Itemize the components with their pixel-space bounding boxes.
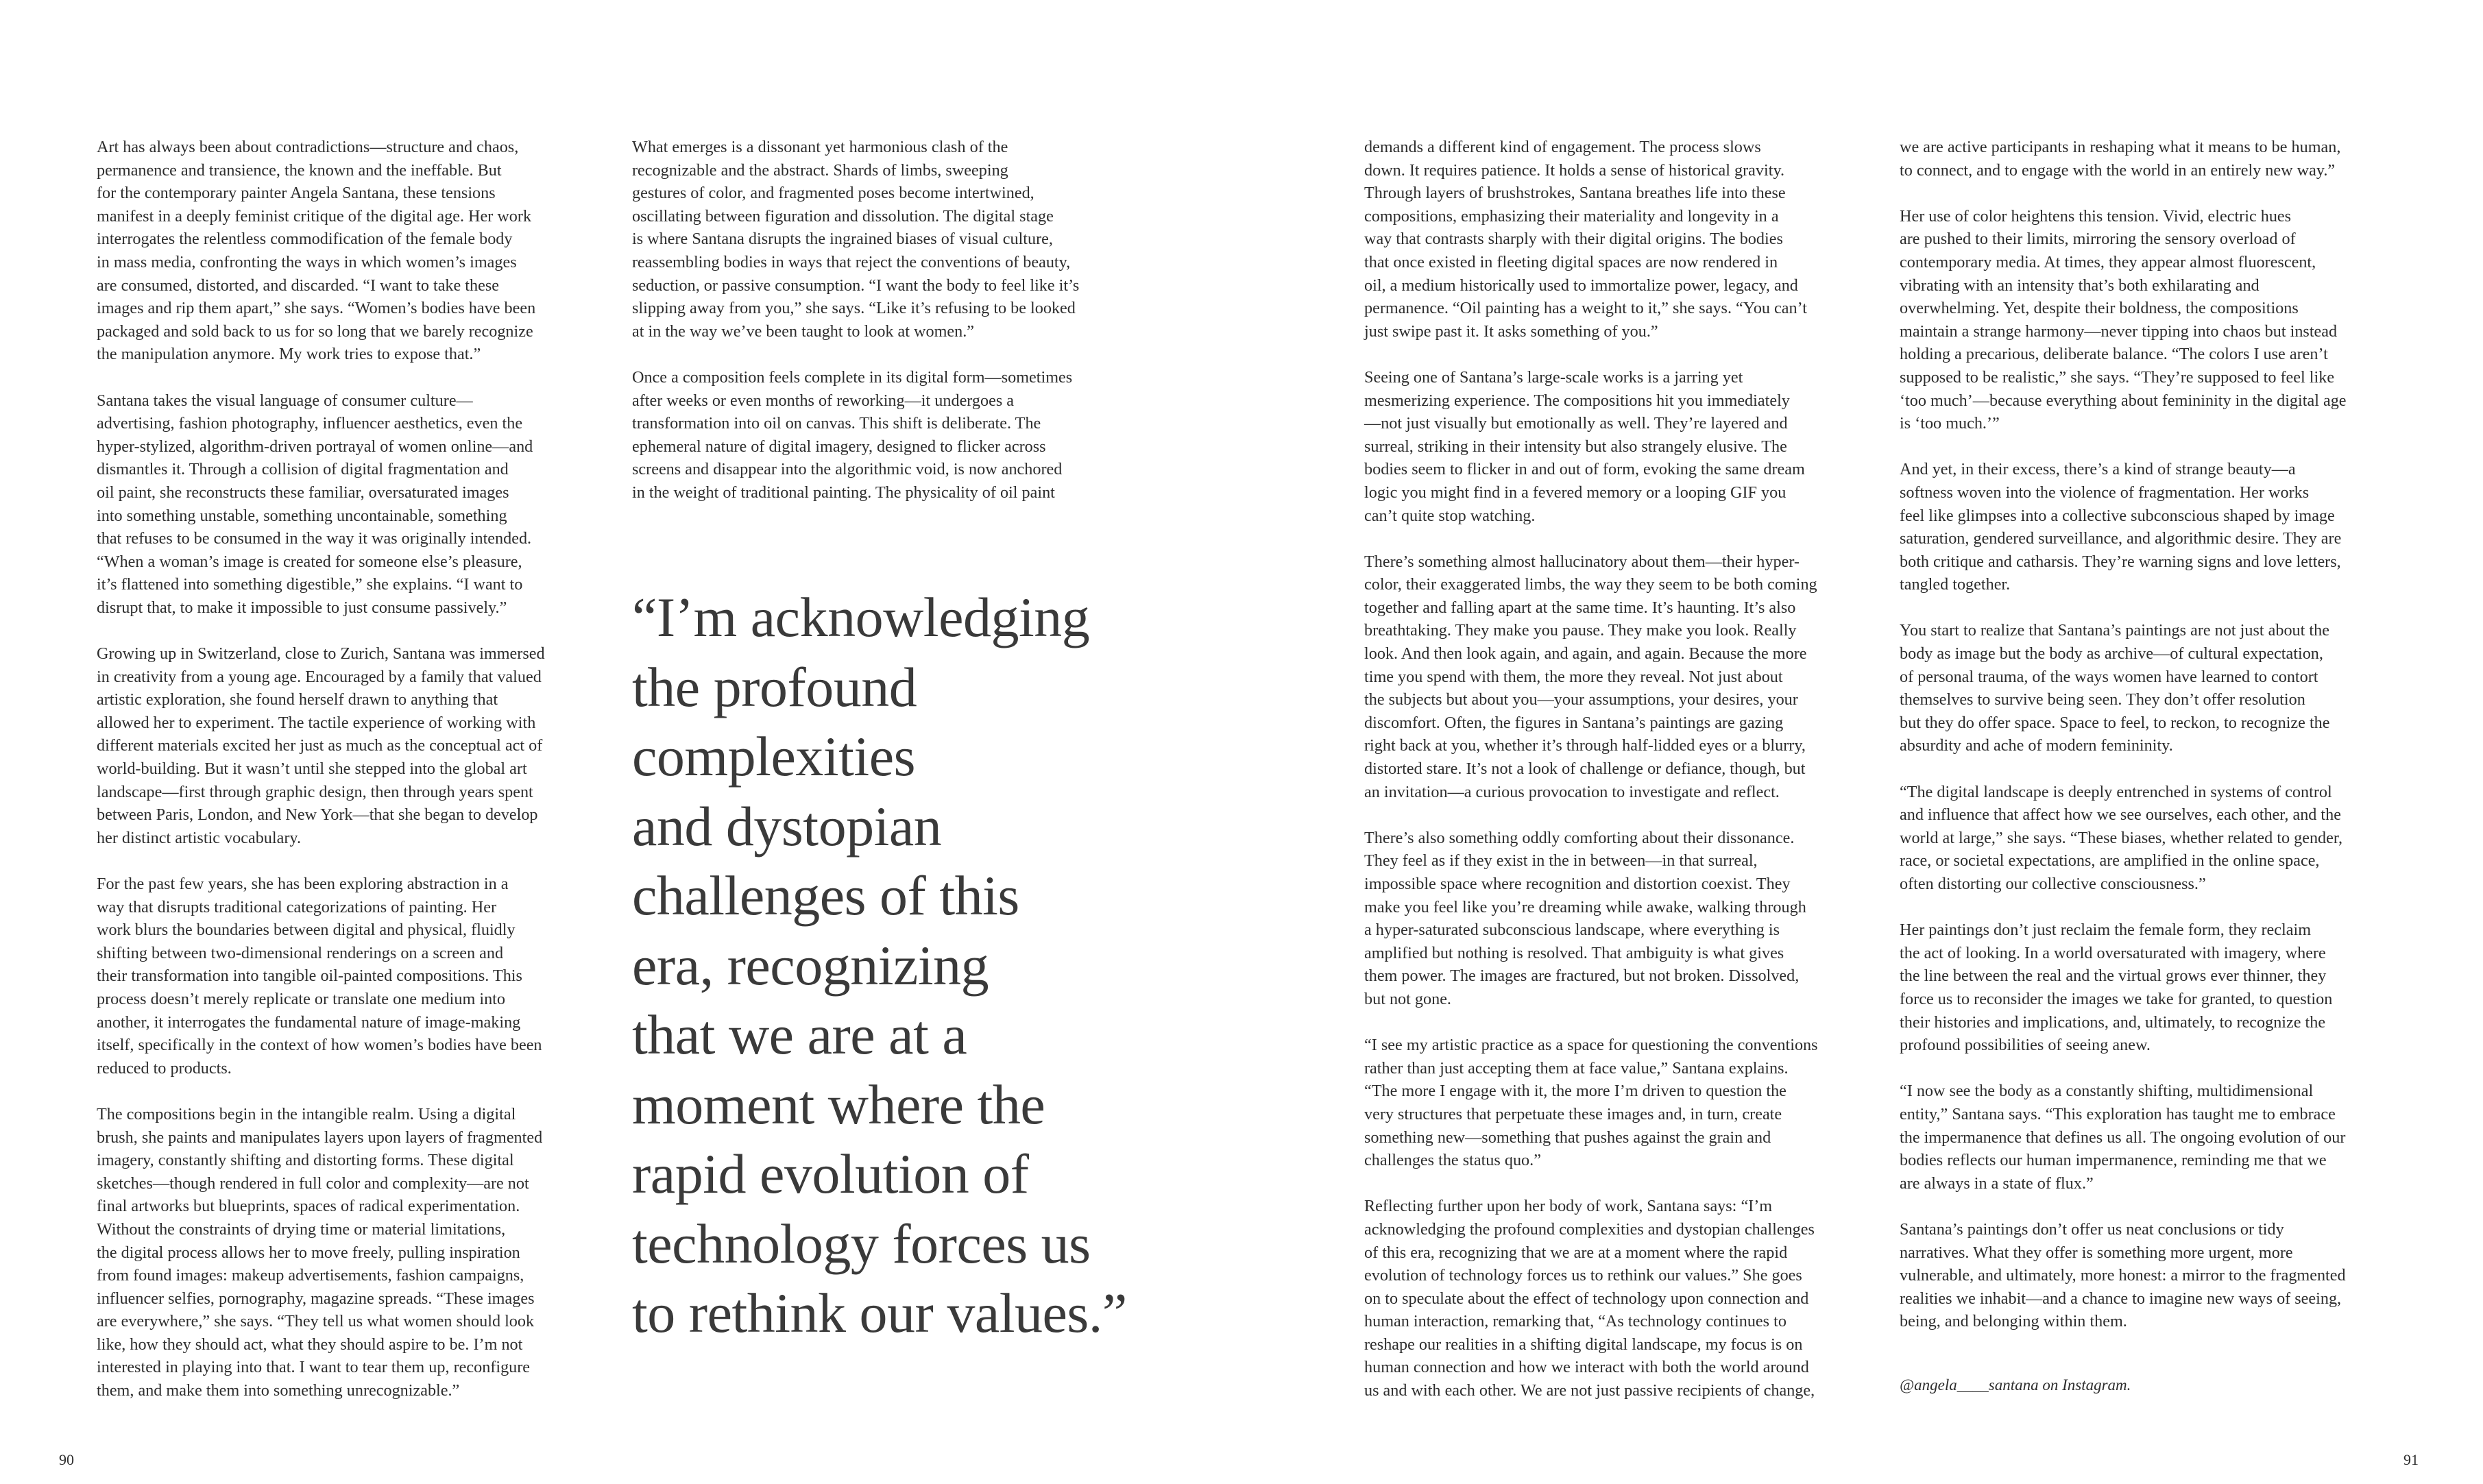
- right-page-column-2: [1900, 136, 2407, 1333]
- page-number-left: 90: [59, 1451, 74, 1468]
- paragraph: There’s also something oddly comforting about their dissonance. They feel as if they exist in the in between—in that surreal, impossible space where recognition and distortion coexist. They make you feel like you’re dreaming while awake, walking through a hyper-saturated subconscious landscape, where everything is amplified but nothing is resolved. That ambiguity is what gives them power. The images are fractured, but not broken. Dissolved, but not gone.: [1364, 828, 1806, 1008]
- paragraph: Art has always been about contradictions—structure and chaos, permanence and transience, the known and the ineffable. But for the contemporary painter Angela Santana, these tensions manifest in a deeply feminist critique of the digital age. Her work interrogates the relentless commodification of the female body in mass media, confronting the ways in which women’s images are consumed, distorted, and discarded. “I want to take these images and rip them apart,” she says. “Women’s bodies have been packaged and sold back to us for so long that we barely recognize the manipulation anymore. My work tries to expose that.”: [97, 138, 536, 364]
- paragraph: “I now see the body as a constantly shifting, multidimensional entity,” Santana says. “This exploration has taught me to embrace the impermanence that defines us all. The ongoing evolution of our bodies reflects our human impermanence, reminding me that we are always in a state of flux.”: [1900, 1082, 2346, 1193]
- paragraph: And yet, in their excess, there’s a kind of strange beauty—a softness woven into the violence of fragmentation. Her works feel like glimpses into a collective subconscious shaped by image saturation, gendered surveillance, and algorithmic desire. They are both critique and catharsis. They’re warning signs and love letters, tangled together.: [1900, 460, 2342, 594]
- paragraph: What emerges is a dissonant yet harmonious clash of the recognizable and the abstract. Shards of limbs, sweeping gestures of color, and fragmented poses become intertwined, oscillating between figuration and dissolution. The digital stage is where Santana disrupts the ingrained biases of visual culture, reassembling bodies in ways that reject the conventions of beauty, seduction, or passive consumption. “I want the body to feel like it’s slipping away from you,” she says. “Like it’s refusing to be looked at in the way we’ve been taught to look at women.”: [632, 138, 1080, 341]
- right-page-column-1: [1364, 136, 1872, 1402]
- pull-quote: “I’m acknowledging the profound complexities and dystopian challenges of this era, recognizing that we are at a moment where the rapid evolution of technology forces us to rethink our values.”: [632, 586, 1127, 1344]
- paragraph: Santana’s paintings don’t offer us neat conclusions or tidy narratives. What they offer is something more urgent, more vulnerable, and ultimately, more honest: a mirror to the fragmented realities we inhabit—and a chance to imagine new ways of seeing, being, and belonging within them.: [1900, 1219, 2346, 1331]
- paragraph: Seeing one of Santana’s large-scale works is a jarring yet mesmerizing experience. The compositions hit you immediately —not just visually but emotionally as well. They’re layered and surreal, striking in their intensity but also strangely elusive. The bodies seem to flicker in and out of form, evoking the same dream logic you might find in a fevered memory or a looping GIF you can’t quite stop watching.: [1364, 367, 1805, 525]
- paragraph: Growing up in Switzerland, close to Zurich, Santana was immersed in creativity from a young age. Encouraged by a family that valued artistic exploration, she found herself drawn to anything that allowed her to experiment. The tactile experience of working with different materials excited her just as much as the conceptual act of world-building. But it wasn’t until she stepped into the global art landscape—first through graphic design, then through years spent between Paris, London, and New York—that she began to develop her distinct artistic vocabulary.: [97, 644, 545, 847]
- paragraph: demands a different kind of engagement. The process slows down. It requires patience. It holds a sense of historical gravity. Through layers of brushstrokes, Santana breathes life into these compositions, emphasizing their materiality and longevity in a way that contrasts sharply with their digital origins. The bodies that once existed in fleeting digital spaces are now rendered in oil, a medium historically used to immortalize power, legacy, and permanence. “Oil painting has a weight to it,” she says. “You can’t just swipe past it. It asks something of you.”: [1364, 138, 1807, 341]
- paragraph: Santana takes the visual language of consumer culture— advertising, fashion photography, influencer aesthetics, even the hyper-stylized, algorithm-driven portrayal of women online—and dismantles it. Through a collision of digital fragmentation and oil paint, she reconstructs these familiar, oversaturated images into something unstable, something uncontainable, something that refuses to be consumed in the way it was originally intended. “When a woman’s image is created for someone else’s pleasure, it’s flattened into something digestible,” she explains. “I want to disrupt that, to make it impossible to just consume passively.”: [97, 391, 533, 617]
- left-page-column-2: [632, 136, 1133, 504]
- paragraph: Her paintings don’t just reclaim the female form, they reclaim the act of looking. In a world oversaturated with imagery, where the line between the real and the virtual grows ever thinner, they force us to reconsider the images we take for granted, to question their histories and implications, and, ultimately, to recognize the profound possibilities of seeing anew.: [1900, 921, 2333, 1055]
- paragraph: Once a composition feels complete in its digital form—sometimes after weeks or even months of reworking—it undergoes a transformation into oil on canvas. This shift is deliberate. The ephemeral nature of digital imagery, designed to flicker across screens and disappear into the algorithmic void, is now anchored in the weight of traditional painting. The physicality of oil paint: [632, 367, 1073, 502]
- instagram-credit: @angela____santana on Instagram.: [1900, 1376, 2131, 1394]
- paragraph: You start to realize that Santana’s paintings are not just about the body as image but the body as archive—of cultural expectation, of personal trauma, of the ways women have learned to contort themselves to survive being seen. They don’t offer resolution but they do offer space. Space to feel, to reckon, to recognize the absurdity and ache of modern femininity.: [1900, 621, 2330, 755]
- paragraph: “I see my artistic practice as a space for questioning the conventions rather than just accepting them at face value,” Santana explains. “The more I engage with it, the more I’m driven to question the very structures that perpetuate these images and, in turn, create something new—something that pushes against the grain and challenges the status quo.”: [1364, 1036, 1818, 1170]
- paragraph: Reflecting further upon her body of work, Santana says: “I’m acknowledging the profound complexities and dystopian challenges of this era, recognizing that we are at a moment where the rapid evolution of technology forces us to rethink our values.” She goes on to speculate about the effect of technology upon connection and human interaction, remarking that, “As technology continues to reshape our realities in a shifting digital landscape, my focus is on human connection and how we interact with both the world around us and with each other. We are not just passive recipients of change,: [1364, 1197, 1815, 1400]
- paragraph: For the past few years, she has been exploring abstraction in a way that disrupts traditional categorizations of painting. Her work blurs the boundaries between digital and physical, fluidly shifting between two-dimensional renderings on a screen and their transformation into tangible oil-painted compositions. This process doesn’t merely replicate or translate one medium into another, it interrogates the fundamental nature of image-making itself, specifically in the context of how women’s bodies have been reduced to products.: [97, 875, 542, 1078]
- paragraph: Her use of color heightens this tension. Vivid, electric hues are pushed to their limits, mirroring the sensory overload of contemporary media. At times, they appear almost fluorescent, vibrating with an intensity that’s both exhilarating and overwhelming. Yet, despite their boldness, the compositions maintain a strange harmony—never tipping into chaos but instead holding a precarious, deliberate balance. “The colors I use aren’t supposed to be realistic,” she says. “They’re supposed to feel like ‘too much’—because everything about femininity in the digital age is ‘too much.’”: [1900, 206, 2347, 433]
- paragraph: we are active participants in reshaping what it means to be human, to connect, and to engage with the world in an entirely new way.”: [1900, 138, 2341, 180]
- page-number-right: 91: [2403, 1451, 2419, 1468]
- left-page-column-1: [97, 136, 605, 1402]
- paragraph: There’s something almost hallucinatory about them—their hyper- color, their exaggerated limbs, the way they seem to be both coming together and falling apart at the same time. It’s haunting. It’s also breathtaking. They make you pause. They make you look. Really look. And then look again, and again, and again. Because the more time you spend with them, the more they reveal. Not just about the subjects but about you—your assumptions, your desires, your discomfort. Often, the figures in Santana’s paintings are gazing right back at you, whether it’s through half-lidded eyes or a blurry, distorted stare. It’s not a look of challenge or defiance, though, but an invitation—a curious provocation to investigate and reflect.: [1364, 552, 1817, 801]
- paragraph: The compositions begin in the intangible realm. Using a digital brush, she paints and manipulates layers upon layers of fragmented imagery, constantly shifting and distorting forms. These digital sketches—though rendered in full color and complexity—are not final artworks but blueprints, spaces of radical experimentation. Without the constraints of drying time or material limitations, the digital process allows her to move freely, pulling inspiration from found images: makeup advertisements, fashion campaigns, influencer selfies, pornography, magazine spreads. “These images are everywhere,” she says. “They tell us what women should look like, how they should act, what they should aspire to be. I’m not interested in playing into that. I want to tear them up, reconfigure them, and make them into something unrecognizable.”: [97, 1104, 543, 1400]
- paragraph: “The digital landscape is deeply entrenched in systems of control and influence that affect how we see ourselves, each other, and the world at large,” she says. “These biases, whether related to gender, race, or societal expectations, are amplified in the online space, often distorting our collective consciousness.”: [1900, 782, 2343, 893]
